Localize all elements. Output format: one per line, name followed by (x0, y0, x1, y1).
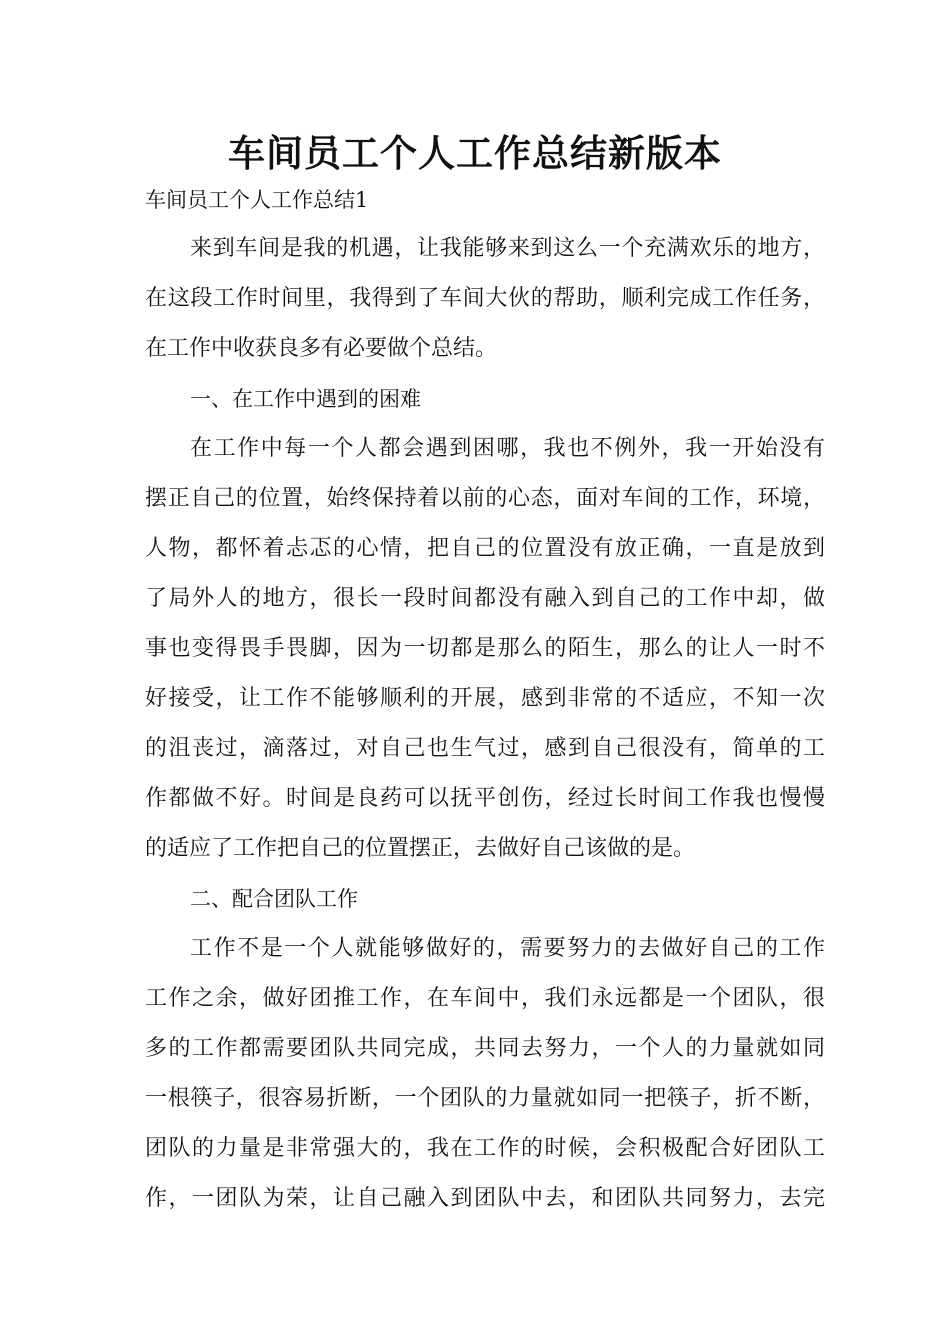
paragraph-line: 来到车间是我的机遇，让我能够来到这么一个充满欢乐的地方， (190, 236, 825, 261)
paragraph-line: 的适应了工作把自己的位置摆正，去做好自己该做的是。 (145, 836, 696, 861)
paragraph-line: 了局外人的地方，很长一段时间都没有融入到自己的工作中却，做 (145, 586, 825, 611)
paragraph-line: 工作不是一个人就能够做好的，需要努力的去做好自己的工作 (190, 936, 825, 961)
section-heading: 一、在工作中遇到的困难 (190, 387, 421, 411)
paragraph-line: 摆正自己的位置，始终保持着以前的心态，面对车间的工作，环境， (145, 486, 825, 511)
paragraph-line: 在工作中每一个人都会遇到困哪，我也不例外，我一开始没有 (190, 436, 825, 461)
paragraph-line: 好接受，让工作不能够顺利的开展，感到非常的不适应，不知一次 (145, 686, 825, 711)
paragraph-line: 作都做不好。时间是良药可以抚平创伤，经过长时间工作我也慢慢 (145, 786, 825, 811)
paragraph-line: 事也变得畏手畏脚，因为一切都是那么的陌生，那么的让人一时不 (145, 636, 825, 661)
paragraph-line: 一根筷子，很容易折断，一个团队的力量就如同一把筷子，折不断， (145, 1086, 825, 1111)
paragraph-line: 在工作中收获良多有必要做个总结。 (145, 336, 498, 361)
paragraph-line: 在这段工作时间里，我得到了车间大伙的帮助，顺利完成工作任务， (145, 286, 825, 311)
section-heading: 二、配合团队工作 (190, 887, 358, 911)
paragraph-line: 团队的力量是非常强大的，我在工作的时候，会积极配合好团队工 (145, 1136, 825, 1161)
paragraph-line: 多的工作都需要团队共同完成，共同去努力，一个人的力量就如同 (145, 1036, 825, 1061)
paragraph-line: 人物，都怀着忐忑的心情，把自己的位置没有放正确，一直是放到 (145, 536, 825, 561)
document-title: 车间员工个人工作总结新版本 (228, 132, 722, 175)
document-subtitle: 车间员工个人工作总结1 (145, 188, 369, 212)
paragraph-line: 工作之余，做好团推工作，在车间中，我们永远都是一个团队，很 (145, 986, 825, 1011)
paragraph-line: 的沮丧过，滴落过，对自己也生气过，感到自己很没有，简单的工 (145, 736, 825, 761)
paragraph-line: 作，一团队为荣，让自己融入到团队中去，和团队共同努力，去完 (145, 1186, 825, 1211)
